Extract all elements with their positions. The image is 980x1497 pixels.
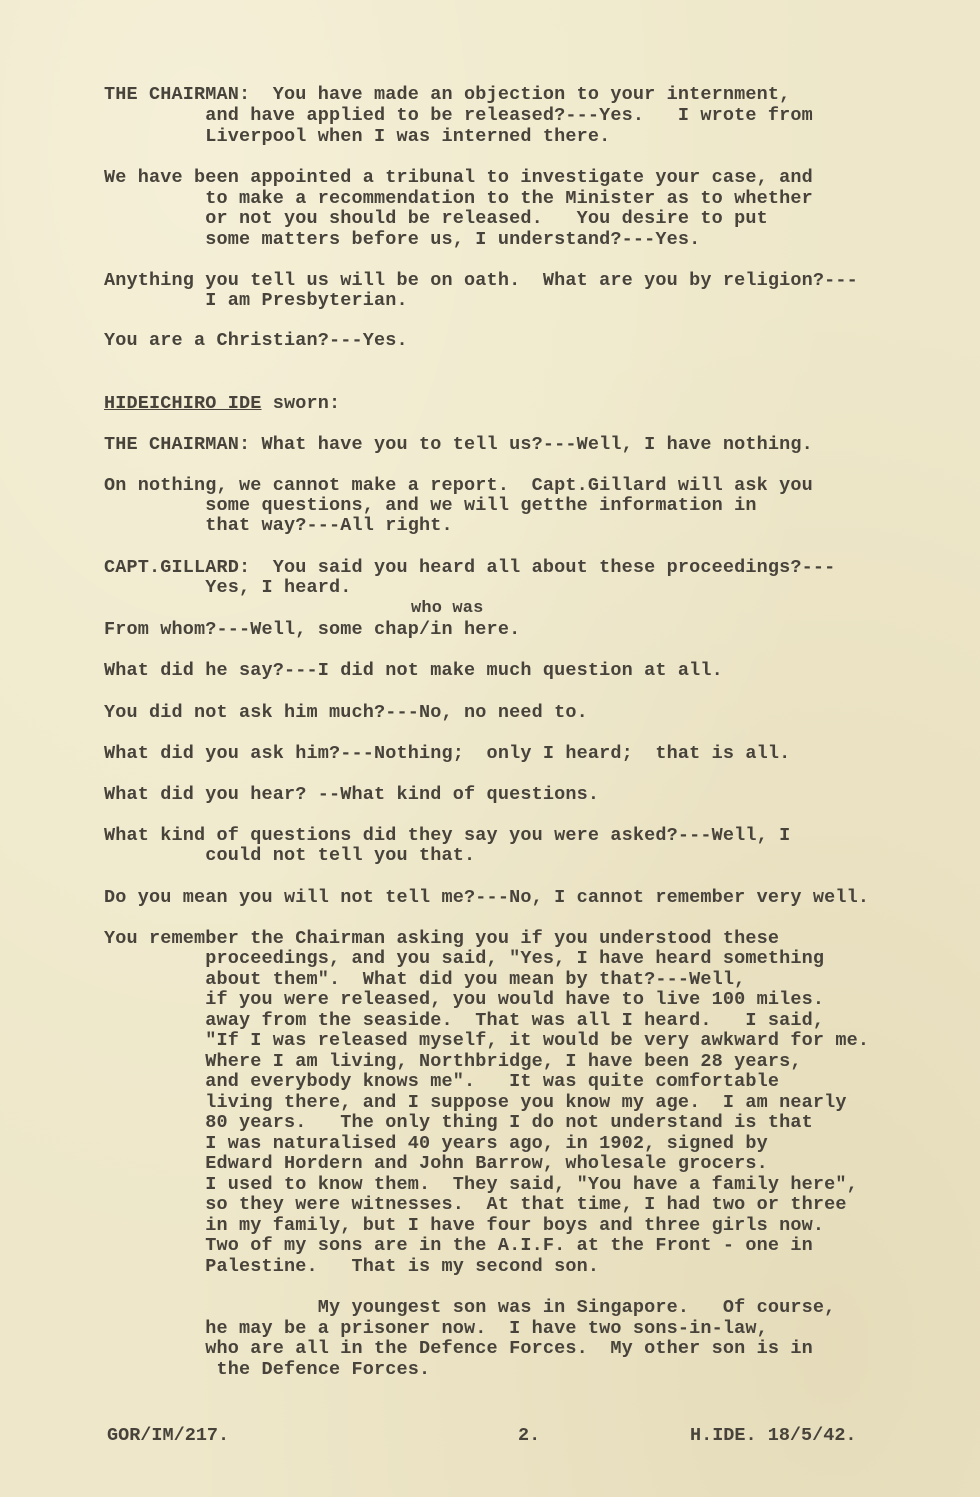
text-line: Anything you tell us will be on oath. What are you by religion?--- [104, 270, 858, 291]
text-line: away from the seaside. That was all I heard. I said, [104, 1010, 825, 1031]
text-line: so they were witnesses. At that time, I had two or three [104, 1194, 847, 1215]
text-line: who are all in the Defence Forces. My other son is in [104, 1338, 813, 1359]
text-line: about them". What did you mean by that?---Well, [104, 969, 746, 990]
text-line: We have been appointed a tribunal to investigate your case, and [104, 167, 813, 188]
text-line: living there, and I suppose you know my age. I am nearly [104, 1092, 847, 1113]
handwritten-insertion: who was [411, 599, 484, 618]
text-line: or not you should be released. You desire to put [104, 208, 768, 229]
text-line: and everybody knows me". It was quite comfortable [104, 1071, 780, 1092]
text-line: My youngest son was in Singapore. Of course, [104, 1297, 836, 1318]
text-line: Palestine. That is my second son. [104, 1256, 600, 1277]
text-line: You did not ask him much?---No, no need to. [104, 702, 588, 723]
text-line: I used to know them. They said, "You have a family here", [104, 1174, 858, 1195]
text-line: CAPT.GILLARD: You said you heard all about these proceedings?--- [104, 557, 836, 578]
text-line: Two of my sons are in the A.I.F. at the Front - one in [104, 1235, 813, 1256]
text-line: if you were released, you would have to live 100 miles. [104, 989, 825, 1010]
witness-name: HIDEICHIRO IDE [104, 393, 262, 414]
text-line: I am Presbyterian. [104, 290, 408, 311]
text-line: From whom?---Well, some chap/in here. [104, 619, 521, 640]
text-line: some questions, and we will getthe information in [104, 495, 757, 516]
text-line: You are a Christian?---Yes. [104, 330, 408, 351]
witness-heading [104, 394, 340, 414]
text-line: the Defence Forces. [104, 1359, 431, 1380]
text-line: You remember the Chairman asking you if you understood these [104, 928, 780, 949]
text-line: THE CHAIRMAN: What have you to tell us?---Well, I have nothing. [104, 434, 813, 455]
text-line: THE CHAIRMAN: You have made an objection to your internment, [104, 84, 791, 105]
text-line: Where I am living, Northbridge, I have been 28 years, [104, 1051, 802, 1072]
text-line: in my family, but I have four boys and three girls now. [104, 1215, 825, 1236]
text-line: What did you hear? --What kind of questions. [104, 784, 600, 805]
text-line: Liverpool when I was interned there. [104, 126, 611, 147]
footer-reference: GOR/IM/217. [107, 1425, 230, 1446]
text-line: What kind of questions did they say you were asked?---Well, I [104, 825, 791, 846]
sworn-label: sworn: [261, 393, 341, 414]
text-line: On nothing, we cannot make a report. Capt.Gillard will ask you [104, 475, 813, 496]
text-line: What did he say?---I did not make much question at all. [104, 660, 723, 681]
text-line: proceedings, and you said, "Yes, I have heard something [104, 948, 825, 969]
text-line: Yes, I heard. [104, 577, 352, 598]
footer-date: H.IDE. 18/5/42. [690, 1425, 857, 1446]
text-line: What did you ask him?---Nothing; only I heard; that is all. [104, 743, 791, 764]
text-line: "If I was released myself, it would be very awkward for me. [104, 1030, 870, 1051]
text-line: could not tell you that. [104, 845, 476, 866]
text-line: some matters before us, I understand?---Yes. [104, 229, 701, 250]
text-line: he may be a prisoner now. I have two sons-in-law, [104, 1318, 768, 1339]
text-line: Edward Hordern and John Barrow, wholesale grocers. [104, 1153, 768, 1174]
text-line: that way?---All right. [104, 515, 453, 536]
text-line: to make a recommendation to the Minister as to whether [104, 188, 813, 209]
page-number: 2. [518, 1425, 541, 1446]
text-line: 80 years. The only thing I do not understand is that [104, 1112, 813, 1133]
text-line: I was naturalised 40 years ago, in 1902, signed by [104, 1133, 768, 1154]
text-line: Do you mean you will not tell me?---No, I cannot remember very well. [104, 887, 870, 908]
text-line: and have applied to be released?---Yes. I wrote from [104, 105, 813, 126]
